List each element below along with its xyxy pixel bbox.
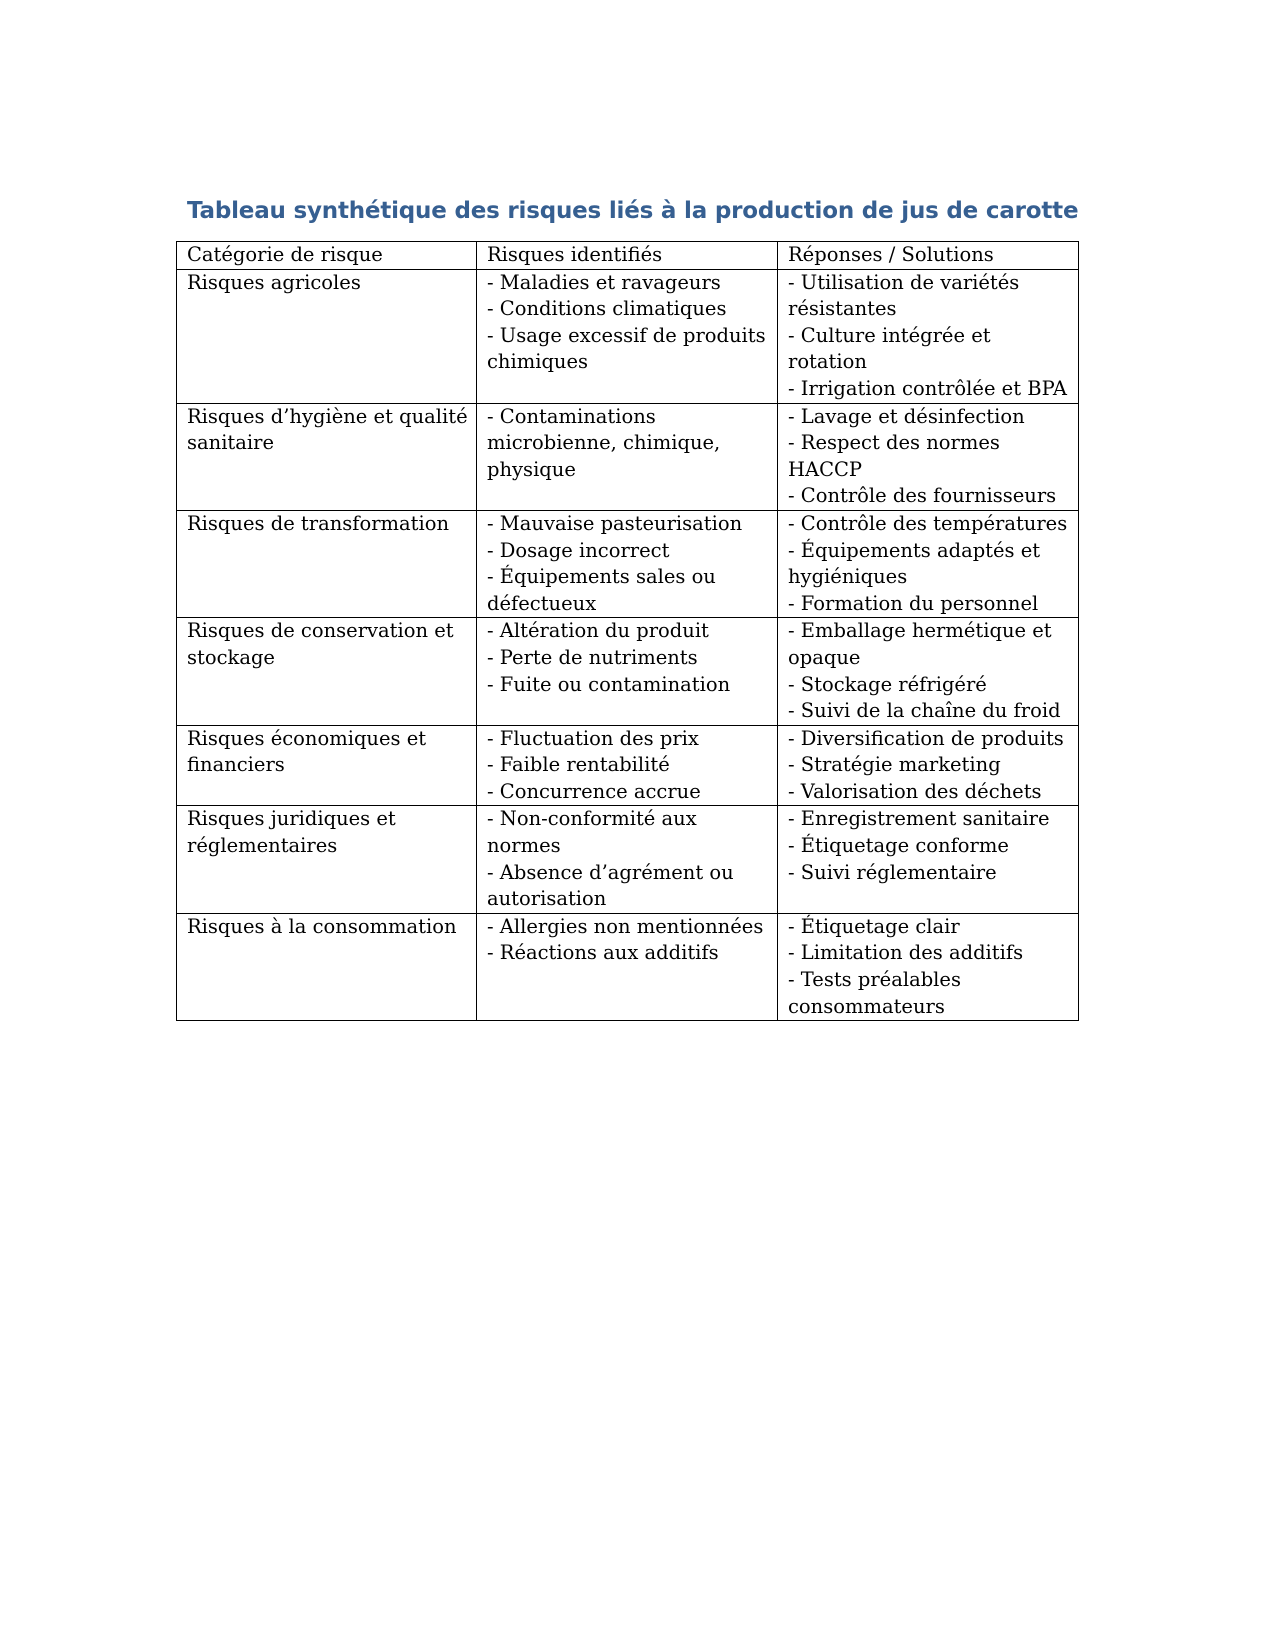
category-cell <box>177 725 477 806</box>
risk-item: - Équipements sales ou défectueux <box>487 565 716 615</box>
category-text: Risques à la consommation <box>187 914 457 938</box>
solution-item: - Lavage et désinfection <box>788 404 1025 428</box>
solution-item: - Formation du personnel <box>788 591 1039 615</box>
solution-item: - Suivi de la chaîne du froid <box>788 699 1061 723</box>
solutions-cell <box>778 806 1079 913</box>
header-risks: Risques identifiés <box>477 242 778 270</box>
solution-item: - Limitation des additifs <box>788 941 1024 965</box>
risks-cell <box>477 269 778 403</box>
solutions-cell <box>778 725 1079 806</box>
solutions-cell <box>778 913 1079 1020</box>
category-cell <box>177 403 477 510</box>
risk-item: - Concurrence accrue <box>487 779 701 803</box>
solution-item: - Stockage réfrigéré <box>788 672 987 696</box>
category-cell <box>177 618 477 725</box>
category-cell <box>177 269 477 403</box>
risk-item: - Non-conformité aux normes <box>487 807 697 858</box>
risks-cell <box>477 618 778 725</box>
category-text: Risques agricoles <box>187 270 361 294</box>
category-text: Risques d’hygiène et qualité sanitaire <box>187 404 468 455</box>
solution-item: - Étiquetage conforme <box>788 834 1009 858</box>
table-row <box>177 913 1079 1020</box>
solution-item: - Culture intégrée et rotation <box>788 323 991 374</box>
table-row <box>177 806 1079 913</box>
category-cell <box>177 510 477 617</box>
category-text: Risques juridiques et réglementaires <box>187 807 396 858</box>
table-row <box>177 269 1079 403</box>
solution-item: - Tests préalables consommateurs <box>788 968 961 1018</box>
risks-cell <box>477 725 778 806</box>
table-header-row <box>177 242 1079 270</box>
risk-item: - Faible rentabilité <box>487 753 670 777</box>
solution-item: - Diversification de produits <box>788 726 1064 750</box>
header-category: Catégorie de risque <box>177 242 477 270</box>
solutions-cell <box>778 403 1079 510</box>
table-row <box>177 510 1079 617</box>
solution-item: - Contrôle des fournisseurs <box>788 484 1057 508</box>
solution-item: - Équipements adaptés et hygiéniques <box>788 538 1041 589</box>
risk-item: - Contaminations microbienne, chimique, physique <box>487 404 721 481</box>
table-row <box>177 618 1079 725</box>
category-cell <box>177 806 477 913</box>
risk-item: - Altération du produit <box>487 619 709 643</box>
solution-item: - Irrigation contrôlée et BPA <box>788 376 1067 400</box>
risk-item: - Fluctuation des prix <box>487 726 699 750</box>
solutions-cell <box>778 510 1079 617</box>
risk-item: - Mauvaise pasteurisation <box>487 511 743 535</box>
solution-item: - Stratégie marketing <box>788 753 1001 777</box>
table-row <box>177 725 1079 806</box>
solutions-cell <box>778 618 1079 725</box>
solution-item: - Contrôle des températures <box>788 511 1068 535</box>
table-row <box>177 403 1079 510</box>
risk-item: - Absence d’agrément ou autorisation <box>487 860 734 911</box>
category-text: Risques économiques et financiers <box>187 726 427 777</box>
risk-item: - Dosage incorrect <box>487 538 670 562</box>
risks-cell <box>477 403 778 510</box>
risks-cell <box>477 913 778 1020</box>
header-solutions: Réponses / Solutions <box>778 242 1079 270</box>
solution-item: - Enregistrement sanitaire <box>788 807 1050 831</box>
solution-item: - Valorisation des déchets <box>788 779 1042 803</box>
risk-item: - Fuite ou contamination <box>487 672 731 696</box>
risks-cell <box>477 806 778 913</box>
solution-item: - Emballage hermétique et opaque <box>788 619 1052 669</box>
risk-item: - Perte de nutriments <box>487 645 698 669</box>
solution-item: - Suivi réglementaire <box>788 860 997 884</box>
solution-item: - Utilisation de variétés résistantes <box>788 270 1020 321</box>
risks-cell <box>477 510 778 617</box>
risk-item: - Maladies et ravageurs <box>487 270 721 294</box>
category-text: Risques de transformation <box>187 511 450 535</box>
solution-item: - Respect des normes HACCP <box>788 431 1000 481</box>
risk-item: - Réactions aux additifs <box>487 941 719 965</box>
risk-item: - Conditions climatiques <box>487 297 727 321</box>
risk-item: - Allergies non mentionnées <box>487 914 764 938</box>
risk-item: - Usage excessif de produits chimiques <box>487 323 766 374</box>
solutions-cell <box>778 269 1079 403</box>
risk-table <box>176 241 1079 1021</box>
category-cell <box>177 913 477 1020</box>
solution-item: - Étiquetage clair <box>788 914 960 938</box>
category-text: Risques de conservation et stockage <box>187 619 454 669</box>
document-title: Tableau synthétique des risques liés à la production de jus de carotte <box>187 198 1079 224</box>
